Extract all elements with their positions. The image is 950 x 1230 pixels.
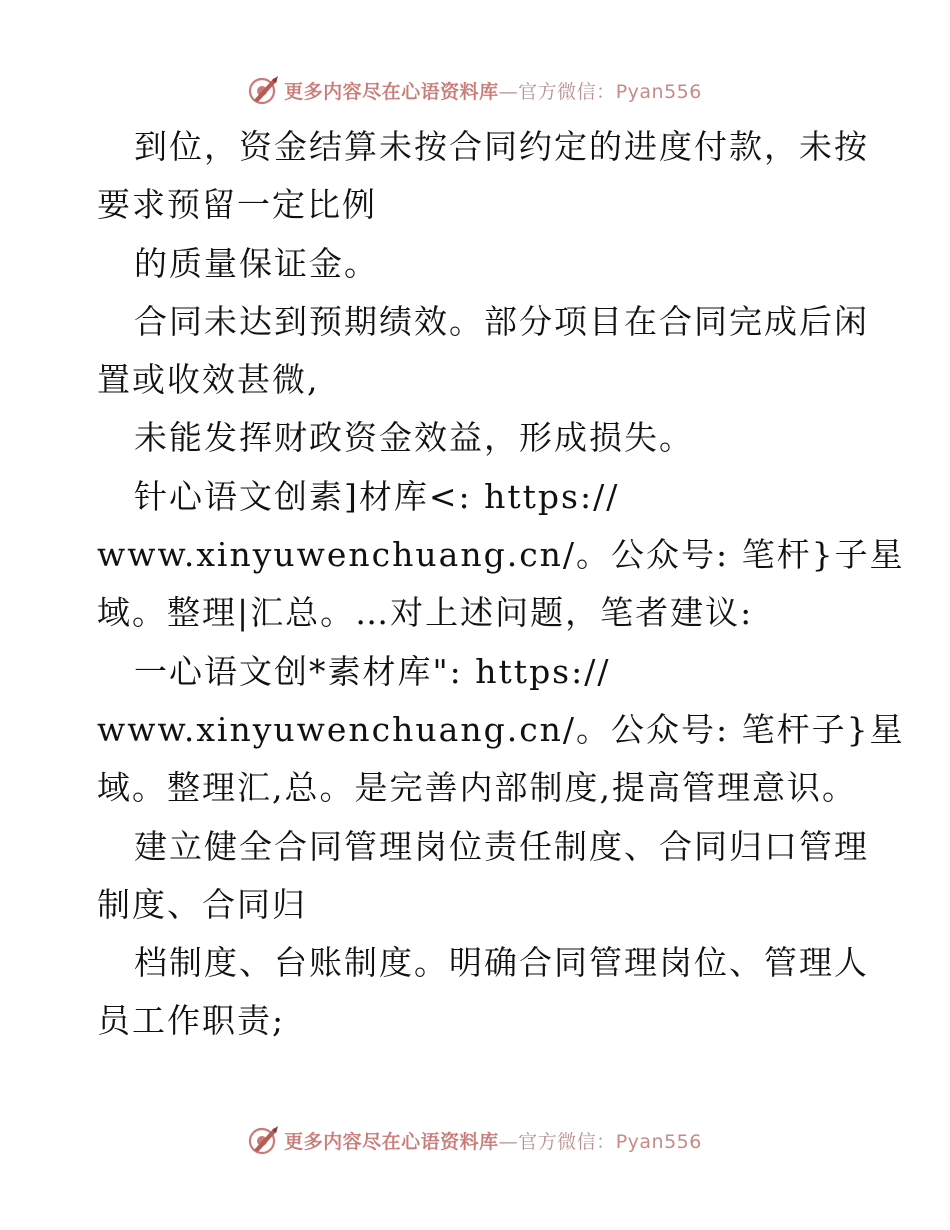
- watermark-dash: —: [498, 80, 519, 103]
- watermark-sub: 官方微信：: [518, 1130, 616, 1153]
- watermark-id: Pyan556: [615, 1130, 702, 1153]
- quill-logo-icon: [248, 1124, 280, 1156]
- quill-logo-icon: [248, 74, 280, 106]
- watermark-text: [284, 1127, 702, 1154]
- body-line: www.xinyuwenchuang.cn/。公众号: 笔杆子}星: [97, 709, 905, 749]
- body-line: 员工作职责;: [97, 1001, 286, 1041]
- body-line: 的质量保证金。: [134, 243, 379, 283]
- body-line: 针心语文创素]材库<: https://: [134, 476, 620, 516]
- document-body: [97, 118, 905, 1051]
- body-line: www.xinyuwenchuang.cn/。公众号: 笔杆}子星: [97, 535, 905, 575]
- body-line: 置或收效甚微,: [97, 360, 320, 400]
- body-line: 到位，资金结算未按合同约定的进度付款，未按: [134, 127, 869, 166]
- body-line: 要求预留一定比例: [97, 185, 377, 225]
- watermark-main: 更多内容尽在心语资料库: [284, 1130, 499, 1153]
- body-line: 档制度、台账制度。明确合同管理岗位、管理人: [134, 943, 869, 983]
- body-line: 未能发挥财政资金效益，形成损失。: [134, 418, 694, 458]
- watermark-id: Pyan556: [615, 80, 702, 103]
- watermark-dash: —: [498, 1130, 519, 1153]
- body-line: 域。整理汇,总。是完善内部制度,提高管理意识。: [97, 768, 857, 808]
- footer-watermark: [0, 1123, 950, 1157]
- body-line: 制度、合同归: [97, 884, 307, 924]
- body-line: 建立健全合同管理岗位责任制度、合同归口管理: [134, 826, 869, 866]
- watermark-main: 更多内容尽在心语资料库: [284, 80, 499, 103]
- body-line: 一心语文创*素材库": https://: [134, 651, 611, 691]
- watermark-sub: 官方微信：: [518, 80, 616, 103]
- watermark-text: [284, 77, 702, 104]
- body-line: 域。整理|汇总。…对上述问题，笔者建议:: [97, 593, 754, 633]
- header-watermark: [0, 73, 950, 107]
- body-line: 合同未达到预期绩效。部分项目在合同完成后闲: [134, 301, 869, 341]
